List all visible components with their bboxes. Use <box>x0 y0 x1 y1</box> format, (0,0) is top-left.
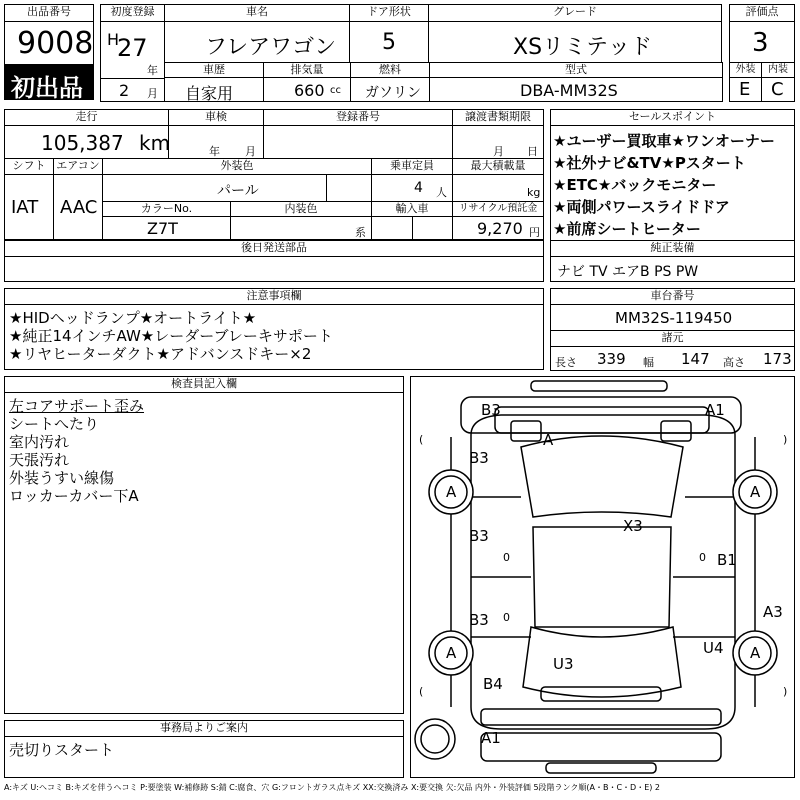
inspector-note: 左コアサポート歪み <box>9 397 145 415</box>
specs-label: 諸元 <box>550 330 795 347</box>
damage-label: A1 <box>481 729 501 747</box>
year-unit: 年 <box>147 64 158 77</box>
svg-text:(: ( <box>419 433 424 446</box>
inspector-label: 検査員記入欄 <box>4 376 404 393</box>
first-reg-box <box>100 21 165 79</box>
interior-color-unit: 系 <box>355 226 366 239</box>
svg-text:(: ( <box>419 685 424 698</box>
width-label: 幅 <box>643 356 654 369</box>
first-listing-text: 初出品 <box>11 74 83 102</box>
transfer-doc-label: 譲渡書類期限 <box>452 109 544 126</box>
damage-label: B3 <box>469 611 489 629</box>
mileage-unit: km <box>139 131 171 155</box>
inspector-box <box>4 392 404 714</box>
mileage: 105,387 <box>41 131 124 155</box>
height-label: 高さ <box>723 356 745 369</box>
damage-diagram <box>410 376 795 778</box>
lot-number: 9008 <box>17 26 94 61</box>
inspector-note: ロッカーカバー下A <box>9 487 139 505</box>
interior-color-box <box>230 216 372 240</box>
damage-label: X3 <box>623 517 643 535</box>
sales-points-box <box>550 125 795 241</box>
lot-number-box <box>4 21 94 65</box>
doors: 5 <box>382 30 396 55</box>
registration-box <box>263 125 453 159</box>
transfer-doc-box <box>452 125 544 159</box>
door-label: ドア形状 <box>349 4 429 22</box>
transfer-day-unit: 日 <box>527 145 538 158</box>
length: 339 <box>597 350 626 368</box>
svg-text:0: 0 <box>503 551 510 564</box>
color-divider <box>326 174 327 202</box>
lot-number-label: 出品番号 <box>4 4 94 22</box>
car-outline <box>411 377 794 777</box>
damage-label: A <box>446 483 457 501</box>
damage-label: B3 <box>469 449 489 467</box>
damage-label: B4 <box>483 675 503 693</box>
width: 147 <box>681 350 710 368</box>
import-box <box>371 216 453 240</box>
model-box <box>429 77 723 102</box>
max-load-label: 最大積載量 <box>452 158 544 175</box>
equipment: ナビ TV エアB PS PW <box>557 264 699 280</box>
cautions-label: 注意事項欄 <box>4 288 544 305</box>
damage-label: B3 <box>481 401 501 419</box>
shift-box <box>4 174 54 240</box>
era: H <box>107 30 120 49</box>
office-label: 事務局よりご案内 <box>4 720 404 737</box>
displacement-label: 排気量 <box>263 62 351 78</box>
caution-item: ★HIDヘッドランプ★オートライト★ <box>9 309 257 327</box>
sales-point: ★前席シートヒーター <box>553 220 701 238</box>
inspector-note: 外装うすい線傷 <box>9 469 115 487</box>
mileage-box <box>4 125 169 159</box>
shift: IAT <box>11 197 39 218</box>
import-label: 輸入車 <box>371 201 453 217</box>
door-box <box>349 21 429 63</box>
car-name: フレアワゴン <box>205 35 337 60</box>
max-load-unit: kg <box>527 186 541 199</box>
sales-point: ★ETC★バックモニター <box>553 176 717 194</box>
sales-point: ★社外ナビ&TV★Pスタート <box>553 154 746 172</box>
inspection-month-unit: 月 <box>245 145 256 158</box>
displacement-box <box>263 77 351 102</box>
damage-label: A <box>750 483 761 501</box>
later-parts-label: 後日発送部品 <box>4 240 544 257</box>
legend: A:キズ U:ヘコミ B:キズを伴うヘコミ P:要塗装 W:補修跡 S:錆 C:腐食、穴 G:フロントガラス点キズ XX:交換済み X:要交換 欠:欠品 内外・外装評価 5段階ランク順(A・B・C・D・E) 2 <box>4 783 661 792</box>
color-label: 外装色 <box>102 158 372 175</box>
svg-text:0: 0 <box>699 551 706 564</box>
office-box <box>4 736 404 778</box>
capacity-box <box>371 174 453 202</box>
shift-label: シフト <box>4 158 54 175</box>
fuel-label: 燃料 <box>350 62 430 78</box>
history-box <box>164 77 264 102</box>
height: 173 <box>763 350 792 368</box>
damage-label: A <box>543 431 554 449</box>
interior-grade: C <box>771 79 784 100</box>
recycle-unit: 円 <box>529 226 540 239</box>
car-name-box <box>164 21 350 63</box>
damage-label: A3 <box>763 603 783 621</box>
capacity-label: 乗車定員 <box>371 158 453 175</box>
equipment-box <box>550 256 795 282</box>
max-load-box <box>452 174 544 202</box>
model-label: 型式 <box>429 62 723 78</box>
car-name-label: 車名 <box>164 4 350 22</box>
exterior-box <box>729 77 762 102</box>
inspector-note: シートへたり <box>9 415 100 433</box>
office-note: 売切りスタート <box>9 741 115 759</box>
exterior-grade: E <box>739 79 751 100</box>
capacity: 4 <box>414 180 423 196</box>
inspection-box <box>168 125 264 159</box>
damage-label: A1 <box>705 401 725 419</box>
sales-point: ★両側パワースライドドア <box>553 198 730 216</box>
first-reg-label: 初度登録 <box>100 4 165 22</box>
exterior-label: 外装 <box>729 62 762 78</box>
inspection-label: 車検 <box>168 109 264 126</box>
ac-label: エアコン <box>53 158 103 175</box>
capacity-unit: 人 <box>436 186 447 199</box>
equipment-label: 純正装備 <box>550 240 795 257</box>
inspection-year-unit: 年 <box>209 145 220 158</box>
length-label: 長さ <box>555 356 577 369</box>
month: 2 <box>119 81 130 100</box>
damage-label: U4 <box>703 639 724 657</box>
import-divider <box>412 217 413 239</box>
score-label: 評価点 <box>729 4 795 22</box>
color-no-label: カラーNo. <box>102 201 231 217</box>
first-listing-badge <box>4 64 94 100</box>
caution-item: ★純正14インチAW★レーダーブレーキサポート <box>9 327 333 345</box>
history-label: 車歴 <box>164 62 264 78</box>
color-box <box>102 174 372 202</box>
svg-text:): ) <box>783 685 788 698</box>
history: 自家用 <box>185 84 234 103</box>
interior-box <box>761 77 795 102</box>
recycle-box <box>452 216 544 240</box>
sales-points-label: セールスポイント <box>550 109 795 126</box>
displacement-unit: cc <box>330 85 341 96</box>
color-no-box <box>102 216 231 240</box>
svg-text:0: 0 <box>503 611 510 624</box>
recycle-label: リサイクル預託金 <box>452 201 544 217</box>
recycle: 9,270 <box>477 219 523 238</box>
inspector-note: 天張汚れ <box>9 451 70 469</box>
svg-text:): ) <box>783 433 788 446</box>
damage-label: A <box>750 644 761 662</box>
fuel: ガソリン <box>365 85 421 101</box>
ac: AAC <box>60 197 98 218</box>
color-no: Z7T <box>147 219 178 238</box>
model: DBA-MM32S <box>520 81 618 100</box>
interior-label: 内装 <box>761 62 795 78</box>
displacement: 660 <box>294 81 325 100</box>
damage-label: A <box>446 644 457 662</box>
grade-box <box>428 21 722 63</box>
grade-label: グレード <box>428 4 722 22</box>
color: パール <box>217 183 259 199</box>
month-box <box>100 78 165 102</box>
score-box <box>729 21 795 63</box>
score: 3 <box>752 28 769 58</box>
specs-box <box>550 346 795 371</box>
chassis-label: 車台番号 <box>550 288 795 305</box>
mileage-label: 走行 <box>4 109 169 126</box>
chassis-box <box>550 304 795 331</box>
fuel-box <box>350 77 430 102</box>
damage-label: B1 <box>717 551 737 569</box>
month-unit: 月 <box>147 87 158 100</box>
year: 27 <box>117 34 148 62</box>
grade: XSリミテッド <box>513 35 653 60</box>
damage-label: U3 <box>553 655 574 673</box>
interior-color-label: 内装色 <box>230 201 372 217</box>
inspector-note: 室内汚れ <box>9 433 70 451</box>
chassis-number: MM32S-119450 <box>615 309 733 327</box>
cautions-box <box>4 304 544 370</box>
transfer-month-unit: 月 <box>493 145 504 158</box>
registration-label: 登録番号 <box>263 109 453 126</box>
sales-point: ★ユーザー買取車★ワンオーナー <box>553 132 775 150</box>
later-parts-box <box>4 256 544 282</box>
caution-item: ★リヤヒーターダクト★アドバンスドキー×2 <box>9 345 312 363</box>
ac-box <box>53 174 103 240</box>
damage-label: B3 <box>469 527 489 545</box>
